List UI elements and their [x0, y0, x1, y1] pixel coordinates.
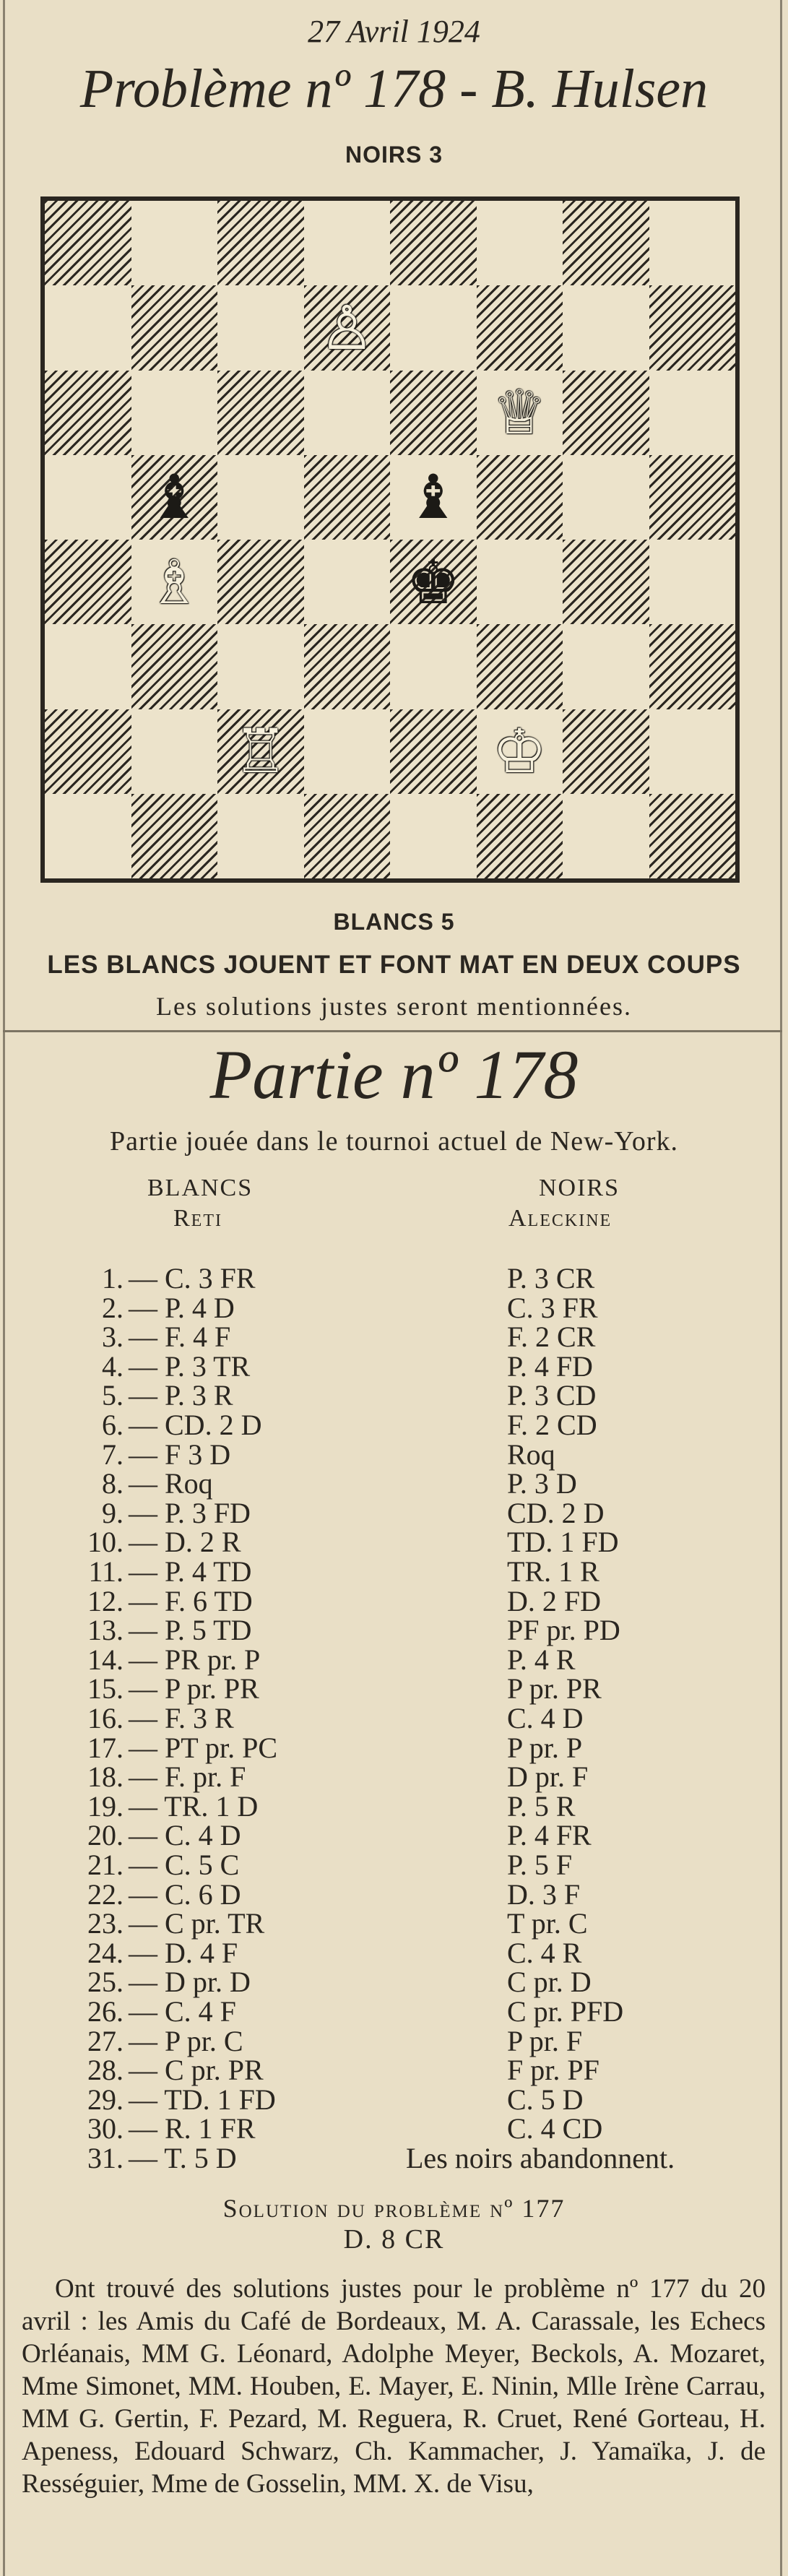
square-a8: [45, 201, 131, 285]
black-move: P. 3 CR: [507, 1262, 595, 1295]
move-row: [0, 1291, 788, 1324]
white-move: — F. 3 R: [129, 1702, 234, 1734]
black-move: P. 4 FR: [507, 1819, 592, 1852]
square-b5: [131, 455, 218, 540]
square-d8: [304, 201, 391, 285]
square-c8: [217, 201, 304, 285]
solution-heading: Solution du problème nº 177: [222, 2194, 566, 2223]
problem-note: Les solutions justes seront mentionnées.: [156, 992, 632, 1021]
problem-task: LES BLANCS JOUENT ET FONT MAT EN DEUX COUPS: [47, 951, 741, 979]
move-number: 10.: [87, 1526, 124, 1559]
move-number: 27.: [87, 2024, 124, 2057]
square-d5: [304, 455, 391, 540]
white-move: — C. 3 FR: [129, 1262, 256, 1295]
game-title: Partie nº 178: [209, 1036, 579, 1113]
move-number: 23.: [87, 1907, 124, 1940]
black-move: T pr. C: [507, 1907, 588, 1940]
move-number: 22.: [87, 1877, 124, 1911]
square-c6: [217, 371, 304, 455]
section-divider: [3, 1030, 782, 1032]
move-row: [0, 1528, 788, 1557]
square-d3: [304, 624, 391, 709]
white-move: — TD. 1 FD: [129, 2083, 276, 2116]
white-king-icon: ♔: [477, 709, 563, 794]
square-f1: [477, 794, 563, 878]
square-b8: [131, 201, 218, 285]
black-move: C. 3 FR: [507, 1291, 598, 1324]
black-piece-count: NOIRS 3: [345, 142, 443, 168]
black-move: C. 4 D: [507, 1702, 584, 1734]
move-row: [0, 1936, 788, 1969]
black-move: F pr. PF: [507, 2054, 599, 2087]
square-e6: [390, 371, 477, 455]
black-move: C. 5 D: [507, 2083, 584, 2116]
square-c3: [217, 624, 304, 709]
black-move: D. 3 F: [507, 1877, 581, 1911]
square-h1: [649, 794, 736, 878]
white-move: — D. 4 F: [129, 1936, 238, 1969]
square-a6: [45, 371, 131, 455]
white-queen-icon: ♕: [477, 371, 563, 455]
black-move: C pr. D: [507, 1966, 592, 1999]
white-move: — F. pr. F: [129, 1760, 246, 1794]
move-number: 26.: [87, 1995, 124, 2028]
square-c7: [217, 285, 304, 370]
move-number: 24.: [87, 1936, 124, 1969]
move-row: [0, 1496, 788, 1529]
move-row: [0, 1349, 788, 1383]
move-number: 3.: [102, 1321, 124, 1354]
move-row: [0, 1411, 788, 1440]
problem-title: Problème nº 178 - B. Hulsen: [79, 59, 709, 119]
move-row: [0, 1997, 788, 2026]
white-move: — C. 6 D: [129, 1877, 241, 1911]
black-move: D. 2 FD: [507, 1584, 602, 1617]
move-number: 2.: [102, 1291, 124, 1324]
square-d4: [304, 540, 391, 624]
move-number: 11.: [88, 1555, 124, 1588]
white-move: — F 3 D: [129, 1438, 231, 1471]
white-pawn-icon: ♙: [319, 292, 374, 363]
square-h7: [649, 285, 736, 370]
move-row: [0, 1323, 788, 1352]
move-row: [0, 1643, 788, 1676]
black-move: P. 3 D: [507, 1467, 577, 1500]
black-move: P. 5 R: [507, 1789, 576, 1823]
white-move: — CD. 2 D: [129, 1409, 262, 1441]
square-e2: [390, 709, 477, 794]
square-a2: [45, 709, 131, 794]
square-d6: [304, 371, 391, 455]
move-row: [0, 2024, 788, 2057]
white-move: — D pr. D: [129, 1966, 251, 1999]
white-move: — P. 4 TD: [129, 1555, 252, 1588]
white-move: — P. 3 FD: [129, 1496, 251, 1529]
square-c5: [217, 455, 304, 540]
white-move: — C. 4 D: [129, 1819, 241, 1852]
square-h3: [649, 624, 736, 709]
white-bishop-icon: ♗: [131, 540, 218, 624]
square-d2: [304, 709, 391, 794]
move-row: [0, 1440, 788, 1469]
square-b1: [131, 794, 218, 878]
move-row: [0, 1731, 788, 1764]
square-f3: [477, 624, 563, 709]
move-number: 9.: [102, 1496, 124, 1529]
solution-move: D. 8 CR: [343, 2224, 445, 2255]
square-f2: [477, 709, 563, 794]
move-number: 12.: [87, 1584, 124, 1617]
square-f8: [477, 201, 563, 285]
move-number: 1.: [102, 1262, 124, 1295]
game-subtitle: Partie jouée dans le tournoi actuel de New-York.: [109, 1126, 679, 1157]
move-row: [0, 1877, 788, 1911]
square-e4: [390, 540, 477, 624]
solvers-paragraph: Ont trouvé des solutions justes pour le problème nº 177 du 20 avril : les Amis du Café de Bordeaux, M. A. Carassale, les Echecs Orléanais, MM G. Léonard, Adolphe Meyer, Beckols, A. Mozaret, Mme Simonet, MM. Houben, E. Mayer, E. Ninin, Mlle Irène Carrau, MM G. Gertin, F. Pezard, M. Reguera, R. Cruet, René Gorteau, H. Apeness, Edouard Schwarz, Ch. Kammacher, J. Yamaïka, J. de Rességuier, Mme de Gosselin, MM. X. de Visu,: [22, 2274, 766, 2499]
white-move: — P. 5 TD: [129, 1614, 252, 1647]
black-move: D pr. F: [507, 1760, 589, 1794]
black-king-icon: ♚: [406, 546, 461, 618]
move-row: [0, 1821, 788, 1850]
square-a3: [45, 624, 131, 709]
square-g4: [563, 540, 649, 624]
square-e3: [390, 624, 477, 709]
white-move: — T. 5 D: [129, 2142, 237, 2174]
move-number: 29.: [87, 2083, 124, 2116]
move-number: 16.: [87, 1702, 124, 1734]
white-move: — F. 4 F: [129, 1321, 231, 1354]
black-player-name: Aleckine: [508, 1205, 612, 1232]
square-g1: [563, 794, 649, 878]
square-b4: [131, 540, 218, 624]
white-move: — C. 4 F: [129, 1995, 236, 2028]
white-move: — C pr. TR: [129, 1907, 265, 1940]
move-number: 25.: [87, 1966, 124, 1999]
black-move: P pr. PR: [507, 1672, 602, 1706]
move-row: [0, 1616, 788, 1645]
move-row: [0, 1789, 788, 1823]
black-column-header: NOIRS: [539, 1175, 620, 1201]
square-c2: [217, 709, 304, 794]
white-move: — D. 2 R: [129, 1526, 241, 1559]
square-h5: [649, 455, 736, 540]
square-c4: [217, 540, 304, 624]
white-move: — P. 3 TR: [129, 1349, 251, 1383]
square-a5: [45, 455, 131, 540]
square-h8: [649, 201, 736, 285]
black-move: P. 4 R: [507, 1643, 576, 1676]
move-row: [0, 1760, 788, 1794]
white-move: — Roq: [129, 1467, 213, 1500]
move-number: 6.: [102, 1409, 124, 1441]
move-number: 31.: [87, 2142, 124, 2174]
black-move: P. 3 CD: [507, 1379, 597, 1412]
move-row: [0, 1381, 788, 1410]
white-move: — PT pr. PC: [129, 1731, 277, 1764]
square-d1: [304, 794, 391, 878]
white-move: — PR pr. P: [129, 1643, 261, 1676]
square-h2: [649, 709, 736, 794]
move-row: [0, 1704, 788, 1733]
square-c1: [217, 794, 304, 878]
move-number: 19.: [87, 1789, 124, 1823]
square-a4: [45, 540, 131, 624]
move-row: [0, 1968, 788, 1997]
move-number: 28.: [87, 2054, 124, 2087]
move-number: 18.: [87, 1760, 124, 1794]
black-bishop-icon: ♝: [390, 455, 477, 540]
white-move: — P. 4 D: [129, 1291, 235, 1324]
black-move: PF pr. PD: [507, 1614, 620, 1647]
square-f5: [477, 455, 563, 540]
white-move: — P pr. C: [129, 2024, 243, 2057]
move-row: [0, 1264, 788, 1293]
move-number: 13.: [87, 1614, 124, 1647]
white-move: — TR. 1 D: [129, 1789, 259, 1823]
move-number: 7.: [102, 1438, 124, 1471]
white-rook-icon: ♖: [233, 716, 288, 787]
white-move: — C. 5 C: [129, 1849, 240, 1881]
move-row: [0, 2144, 788, 2173]
square-a7: [45, 285, 131, 370]
square-f6: [477, 371, 563, 455]
square-b6: [131, 371, 218, 455]
move-number: 4.: [102, 1349, 124, 1383]
square-e5: [390, 455, 477, 540]
square-g8: [563, 201, 649, 285]
square-g3: [563, 624, 649, 709]
square-e7: [390, 285, 477, 370]
white-column-header: BLANCS: [147, 1175, 254, 1201]
square-g6: [563, 371, 649, 455]
square-f7: [477, 285, 563, 370]
black-move: P pr. P: [507, 1731, 583, 1764]
white-piece-count: BLANCS 5: [333, 909, 455, 935]
move-number: 14.: [87, 1643, 124, 1676]
move-row: [0, 1672, 788, 1706]
black-bishop-icon: ♝: [147, 462, 202, 533]
black-move: Les noirs abandonnent.: [406, 2142, 675, 2174]
white-move: — F. 6 TD: [129, 1584, 253, 1617]
square-b3: [131, 624, 218, 709]
move-row: [0, 2083, 788, 2116]
black-move: P. 5 F: [507, 1849, 573, 1881]
move-number: 15.: [87, 1672, 124, 1706]
black-move: F. 2 CD: [507, 1409, 597, 1441]
chess-board: [40, 196, 740, 883]
move-row: [0, 1909, 788, 1938]
black-move: C. 4 CD: [507, 2112, 603, 2145]
square-g5: [563, 455, 649, 540]
square-e1: [390, 794, 477, 878]
white-move: — C pr. PR: [129, 2054, 264, 2087]
white-move: — R. 1 FR: [129, 2112, 256, 2145]
square-f4: [477, 540, 563, 624]
black-move: C pr. PFD: [507, 1995, 624, 2028]
move-number: 21.: [87, 1849, 124, 1881]
black-move: F. 2 CR: [507, 1321, 596, 1354]
square-b7: [131, 285, 218, 370]
square-h6: [649, 371, 736, 455]
move-row: [0, 2056, 788, 2085]
black-move: TR. 1 R: [507, 1555, 599, 1588]
black-move: P pr. F: [507, 2024, 583, 2057]
move-row: [0, 1851, 788, 1880]
move-row: [0, 1584, 788, 1617]
black-move: CD. 2 D: [507, 1496, 605, 1529]
black-move: Roq: [507, 1438, 555, 1471]
move-number: 8.: [102, 1467, 124, 1500]
white-move: — P. 3 R: [129, 1379, 233, 1412]
move-row: [0, 1557, 788, 1586]
square-d7: [304, 285, 391, 370]
move-number: 30.: [87, 2112, 124, 2145]
move-number: 5.: [102, 1379, 124, 1412]
square-e8: [390, 201, 477, 285]
square-b2: [131, 709, 218, 794]
black-move: P. 4 FD: [507, 1349, 593, 1383]
black-move: C. 4 R: [507, 1936, 582, 1969]
white-player-name: Reti: [173, 1205, 222, 1232]
move-row: [0, 2114, 788, 2143]
square-g7: [563, 285, 649, 370]
move-number: 20.: [87, 1819, 124, 1852]
white-move: — P pr. PR: [129, 1672, 259, 1706]
move-row: [0, 1469, 788, 1498]
square-a1: [45, 794, 131, 878]
move-number: 17.: [87, 1731, 124, 1764]
black-move: TD. 1 FD: [507, 1526, 619, 1559]
square-g2: [563, 709, 649, 794]
square-h4: [649, 540, 736, 624]
date-line: 27 Avril 1924: [308, 14, 480, 49]
